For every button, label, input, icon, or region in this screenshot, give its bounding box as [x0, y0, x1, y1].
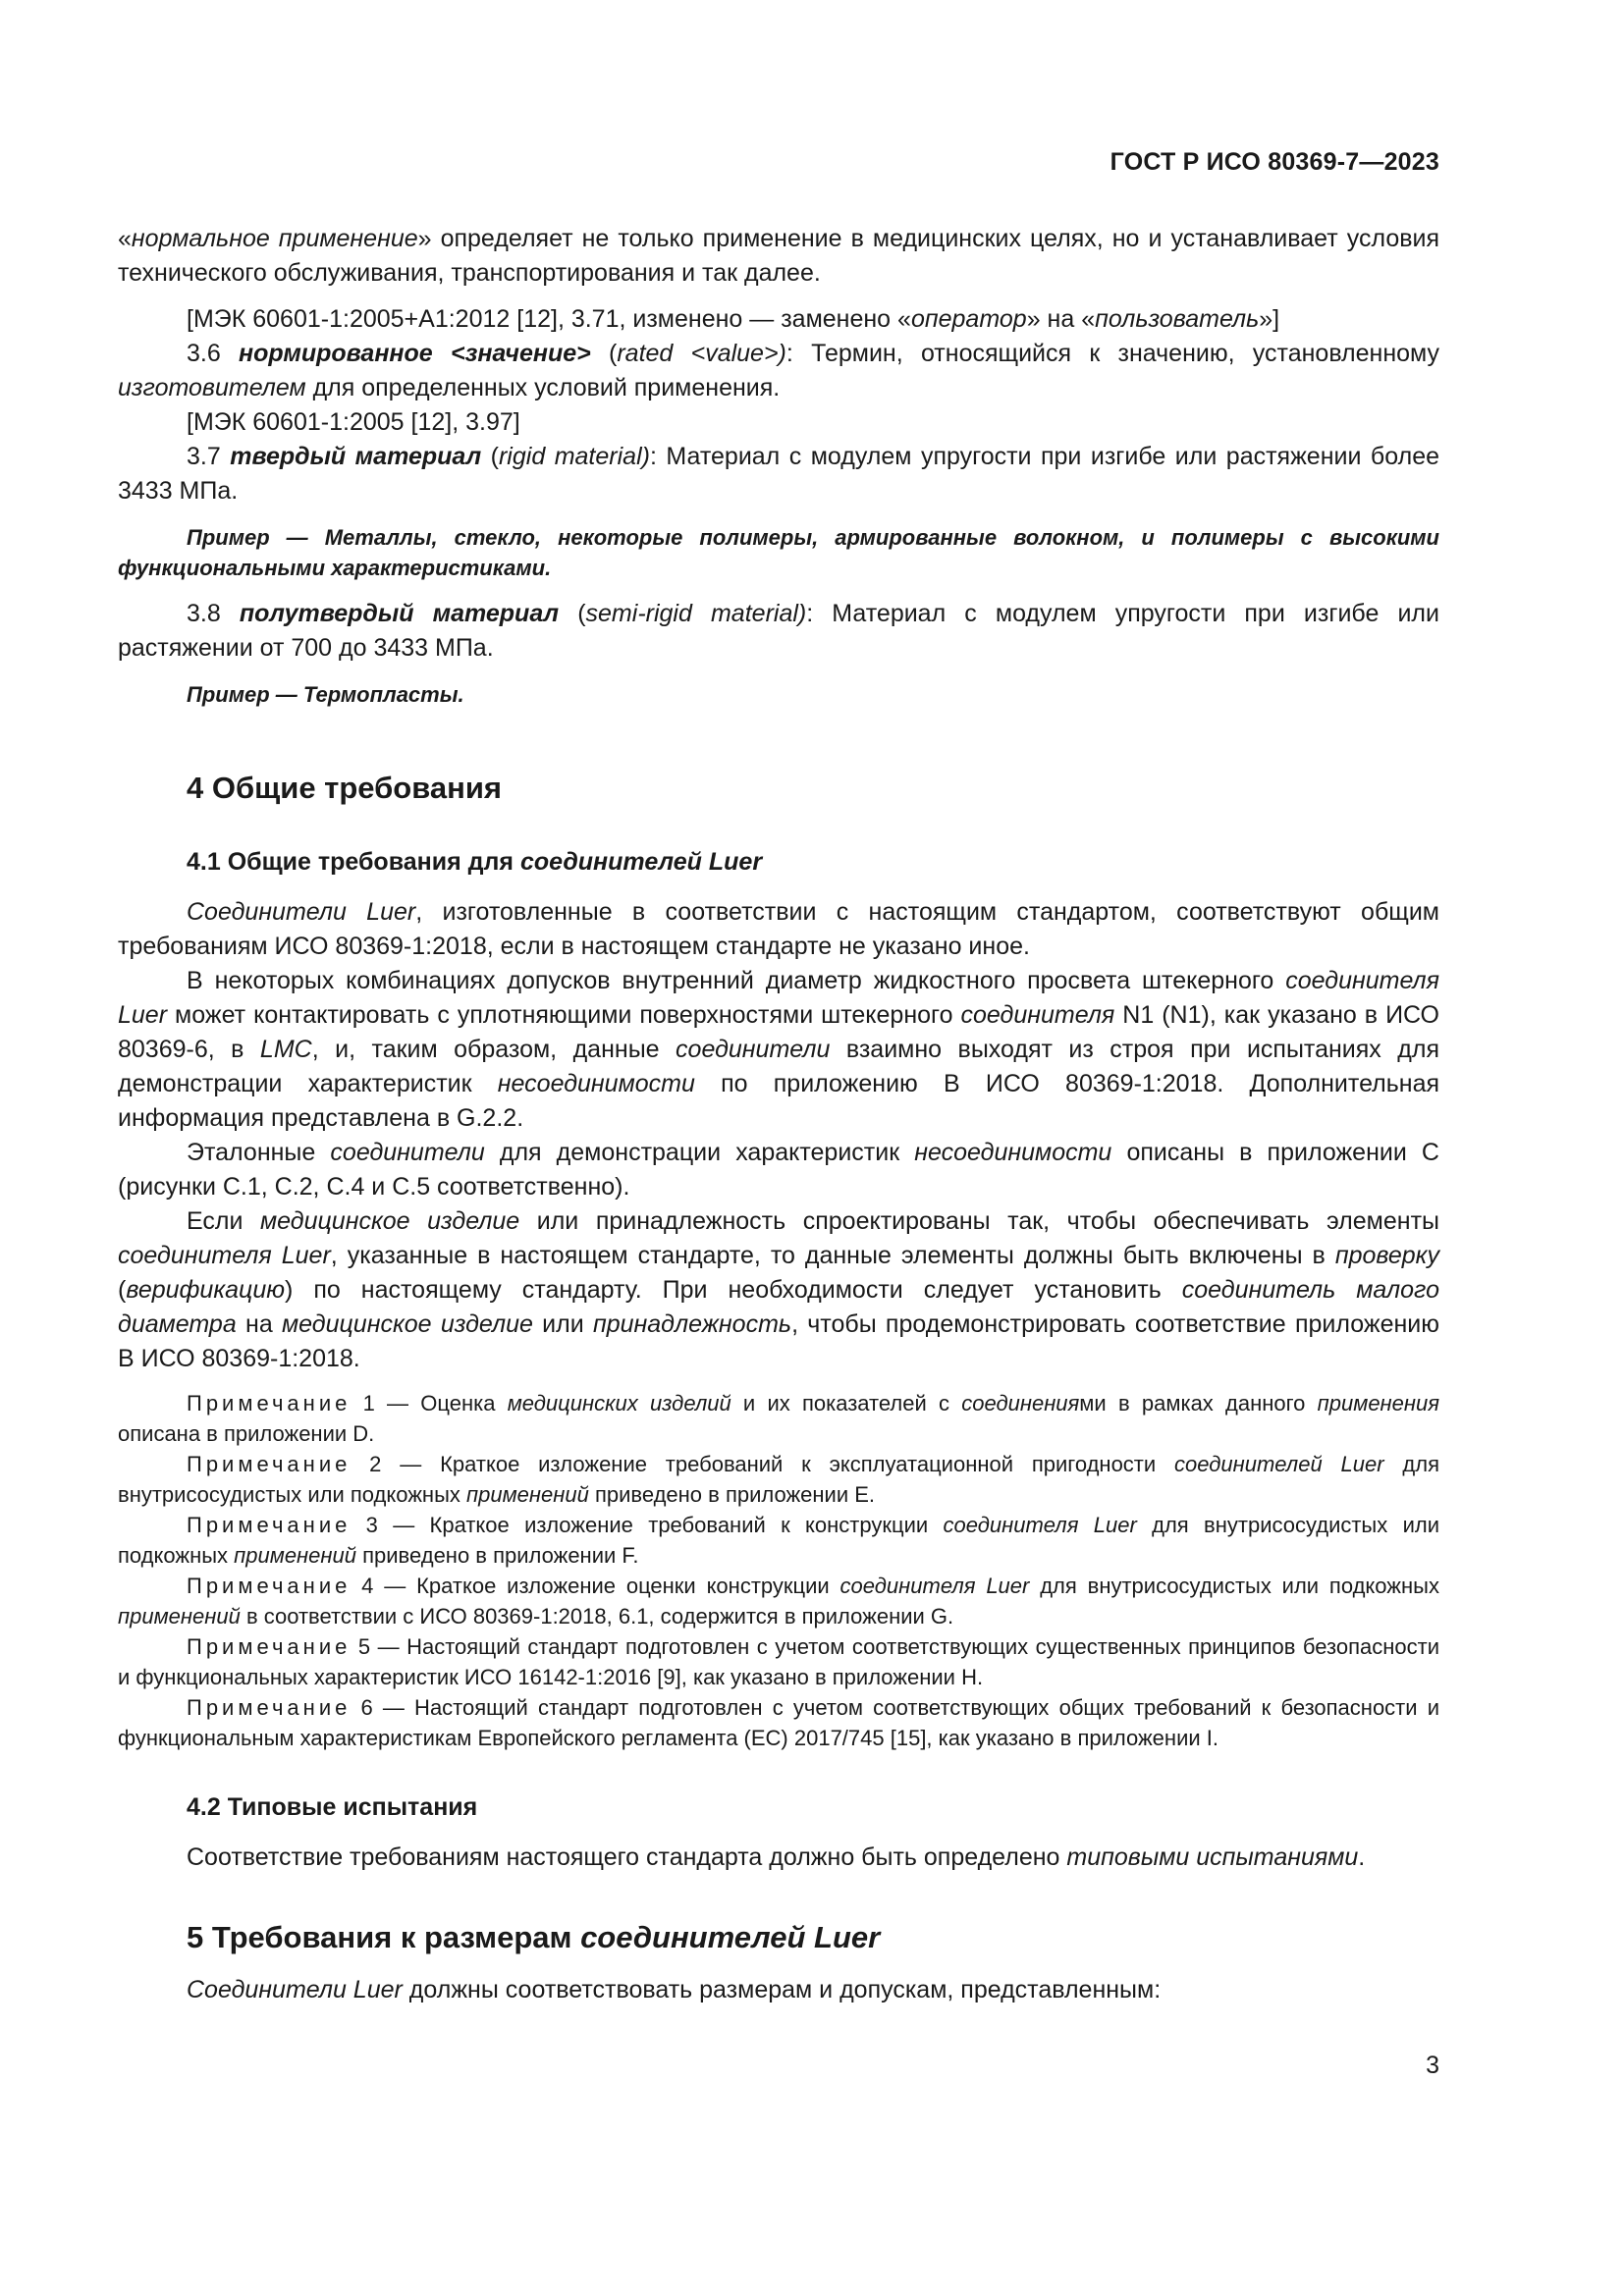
- paragraph-normal-use: «нормальное применение» определяет не только применение в медицинских целях, но и устанавливает условия технического обслуживания, транспортирования и так далее.: [118, 225, 1440, 287]
- paragraph-5: Соединители Luer должны соответствовать размерам и допускам, представленным:: [187, 1976, 1162, 2003]
- note-5: Примечание 5 — Настоящий стандарт подготовлен с учетом соответствующих существенных принципов безопасности и функциональных характеристик ИСО 16142-1:2016 [9], как указано в приложении Н.: [118, 1634, 1439, 1689]
- page-content: [118, 222, 1439, 2007]
- term-rated-value: нормированное <значение>: [239, 340, 591, 367]
- note-6: Примечание 6 — Настоящий стандарт подготовлен с учетом соответствующих общих требований к безопасности и функциональным характеристикам Европейского регламента (ЕС) 2017/745 [15], как указано в приложении I.: [118, 1695, 1439, 1750]
- paragraph-4-1-b: В некоторых комбинациях допусков внутренний диаметр жидкостного просвета штекерного соединителя Luer может контактировать с уплотняющими поверхностями штекерного соединителя N1 (N1), как указано в ИСО 80369-6, в LMC, и, таким образом, данные соединители взаимно выходят из строя при испытаниях для демонстрации характеристик несоединимости по приложению В ИСО 80369-1:2018. Дополнительная информация представлена в G.2.2.: [118, 967, 1440, 1132]
- note-3: Примечание 3 — Краткое изложение требований к конструкции соединителя Luer для внутрисосудистых или подкожных применений приведено в приложении F.: [118, 1513, 1439, 1568]
- definition-3-8: 3.8 полутвердый материал (semi-rigid material): Материал с модулем упругости при изгибе или растяжении от 700 до 3433 МПа.: [118, 600, 1439, 662]
- paragraph-4-1-c: Эталонные соединители для демонстрации характеристик несоединимости описаны в приложении С (рисунки С.1, С.2, С.4 и С.5 соответственно).: [118, 1139, 1439, 1201]
- term-rigid-material: твердый материал: [230, 443, 482, 470]
- paragraph-4-1-d: Если медицинское изделие или принадлежность спроектированы так, чтобы обеспечивать элементы соединителя Luer, указанные в настоящем стандарте, то данные элементы должны быть включены в проверку (верификацию) по настоящему стандарту. При необходимости следует установить соединитель малого диаметра на медицинское изделие или принадлежность, чтобы продемонстрировать соответствие приложению В ИСО 80369-1:2018.: [118, 1207, 1439, 1372]
- note-4: Примечание 4 — Краткое изложение оценки конструкции соединителя Luer для внутрисосудистых или подкожных применений в соответствии с ИСО 80369-1:2018, 6.1, содержится в приложении G.: [118, 1574, 1439, 1629]
- section-heading-4: 4 Общие требования: [187, 771, 502, 805]
- section-heading-5: 5 Требования к размерам соединителей Luer: [187, 1920, 881, 1954]
- page-number: 3: [1426, 2052, 1439, 2079]
- document-code-header: ГОСТ Р ИСО 80369-7—2023: [1110, 148, 1439, 176]
- subsection-heading-4-2: 4.2 Типовые испытания: [187, 1793, 478, 1821]
- definition-3-6: 3.6 нормированное <значение> (rated <value>): Термин, относящийся к значению, установленному изготовителем для определенных условий применения.: [118, 340, 1439, 401]
- source-reference: [МЭК 60601-1:2005 [12], 3.97]: [187, 408, 520, 436]
- definition-3-7: 3.7 твердый материал (rigid material): Материал с модулем упругости при изгибе или растяжении более 3433 МПа.: [118, 443, 1439, 505]
- term-normal-use: нормальное применение: [131, 225, 418, 252]
- subsection-heading-4-1: 4.1 Общие требования для соединителей Luer: [187, 848, 763, 876]
- note-2: Примечание 2 — Краткое изложение требований к эксплуатационной пригодности соединителей Luer для внутрисосудистых или подкожных применений приведено в приложении Е.: [118, 1452, 1439, 1507]
- source-reference: [МЭК 60601-1:2005+А1:2012 [12], 3.71, изменено — заменено «оператор» на «пользователь»]: [187, 305, 1280, 333]
- notes-list: [118, 1388, 1439, 1753]
- example-3-7: Пример — Металлы, стекло, некоторые полимеры, армированные волокном, и полимеры с высокими функциональными характеристиками.: [118, 525, 1439, 580]
- note-1: Примечание 1 — Оценка медицинских изделий и их показателей с соединениями в рамках данного применения описана в приложении D.: [118, 1391, 1439, 1446]
- term-semi-rigid-material: полутвердый материал: [239, 600, 560, 627]
- example-3-8: Пример — Термопласты.: [187, 682, 464, 707]
- paragraph-4-1-a: Соединители Luer, изготовленные в соответствии с настоящим стандартом, соответствуют общим требованиям ИСО 80369-1:2018, если в настоящем стандарте не указано иное.: [118, 898, 1439, 960]
- paragraph-4-2: Соответствие требованиям настоящего стандарта должно быть определено типовыми испытаниями.: [187, 1843, 1366, 1871]
